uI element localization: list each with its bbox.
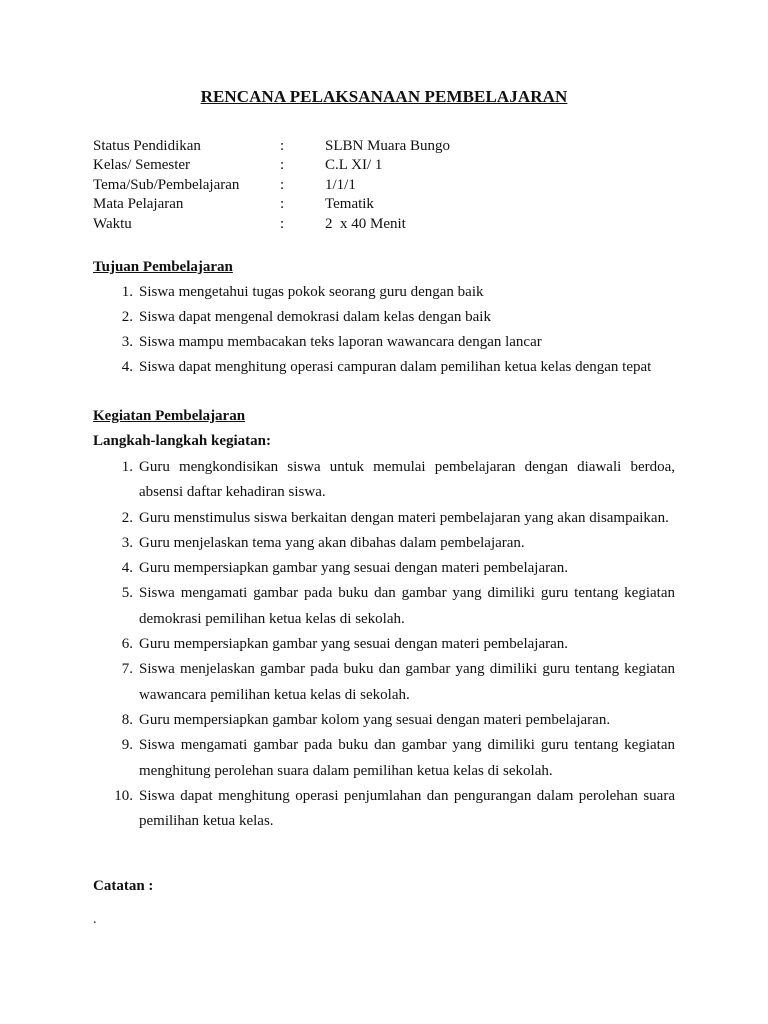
list-item [93,733,675,784]
list-text: Siswa mampu membacakan teks laporan wawancara dengan lancar [139,334,542,350]
list-number: 6. [121,636,133,653]
list-item [93,556,675,581]
kegiatan-subheading: Langkah-langkah kegiatan: [93,433,271,449]
info-colon: : [280,176,285,193]
list-text: Siswa dapat menghitung operasi campuran dalam pemilihan ketua kelas dengan tepat [139,359,652,375]
info-label: Status Pendidikan [93,138,201,154]
info-label: Waktu [93,215,132,232]
list-text: Guru mempersiapkan gambar yang sesuai dengan materi pembelajaran. [139,560,569,577]
list-item [93,332,675,357]
list-number: 3. [121,334,133,350]
list-number: 2. [121,309,133,325]
catatan-body: . [93,912,97,927]
list-item [93,708,675,733]
list-text: Siswa mengamati gambar pada buku dan gambar yang dimiliki guru tentang kegiatan menghitung perolehan suara dalam pemilihan ketua kelas di sekolah. [139,737,675,779]
catatan-heading: Catatan : [93,878,154,894]
list-number: 4. [121,560,133,577]
list-text: Siswa dapat mengenal demokrasi dalam kelas dengan baik [139,309,491,325]
list-text: Siswa dapat menghitung operasi penjumlahan dan pengurangan dalam perolehan suara pemilihan ketua kelas. [139,787,675,830]
list-number: 4. [121,359,133,375]
document-title: RENCANA PELAKSANAAN PEMBELAJARAN [200,87,568,106]
info-value: 2 x 40 Menit [325,215,406,232]
list-text: Guru mempersiapkan gambar kolom yang sesuai dengan materi pembelajaran. [139,711,611,728]
list-number: 3. [121,534,133,551]
info-value: 1/1/1 [325,176,356,193]
list-number: 2. [121,509,133,526]
list-number: 1. [121,284,133,300]
info-colon: : [280,215,285,232]
list-item [93,632,675,657]
list-text: Guru mengkondisikan siswa untuk memulai pembelajaran dengan diawali berdoa, absensi daftar kehadiran siswa. [139,459,675,501]
list-item [93,531,675,556]
info-colon: : [280,196,285,213]
tujuan-list [93,282,675,382]
info-row-tema [93,176,693,195]
info-row-waktu [93,215,693,234]
list-text: Guru menstimulus siswa berkaitan dengan materi pembelajaran yang akan disampaikan. [139,509,669,526]
list-number: 8. [121,711,133,728]
info-value: Tematik [325,196,374,213]
list-number: 5. [121,585,133,602]
list-number: 1. [121,459,133,475]
list-text: Siswa mengetahui tugas pokok seorang guru dengan baik [139,284,484,300]
info-label: Mata Pelajaran [93,196,184,213]
info-label: Kelas/ Semester [93,157,191,174]
list-item [93,455,675,506]
list-item [93,282,675,307]
info-colon: : [280,157,285,174]
info-row-status [93,137,693,156]
list-text: Guru mempersiapkan gambar yang sesuai dengan materi pembelajaran. [139,636,569,653]
kegiatan-list [93,455,675,834]
list-number: 10. [114,787,133,804]
info-value: SLBN Muara Bungo [325,138,450,154]
list-item [93,357,675,382]
kegiatan-heading: Kegiatan Pembelajaran [93,408,246,424]
list-text: Siswa mengamati gambar pada buku dan gambar yang dimiliki guru tentang kegiatan demokrasi pemilihan ketua kelas di sekolah. [139,585,675,627]
list-number: 9. [121,737,133,754]
list-item [93,307,675,332]
list-item [93,657,675,708]
list-text: Guru menjelaskan tema yang akan dibahas dalam pembelajaran. [139,534,525,551]
list-item [93,784,675,835]
tujuan-heading: Tujuan Pembelajaran [93,259,233,275]
info-row-mapel [93,195,693,214]
info-label: Tema/Sub/Pembelajaran [93,176,240,193]
list-item [93,581,675,632]
list-text: Siswa menjelaskan gambar pada buku dan gambar yang dimiliki guru tentang kegiatan wawancara pemilihan ketua kelas di sekolah. [139,661,675,703]
info-colon: : [280,138,285,154]
list-number: 7. [121,661,133,678]
list-item [93,506,675,531]
info-row-kelas [93,156,693,175]
info-value: C.L XI/ 1 [325,157,383,174]
info-table [93,137,693,234]
